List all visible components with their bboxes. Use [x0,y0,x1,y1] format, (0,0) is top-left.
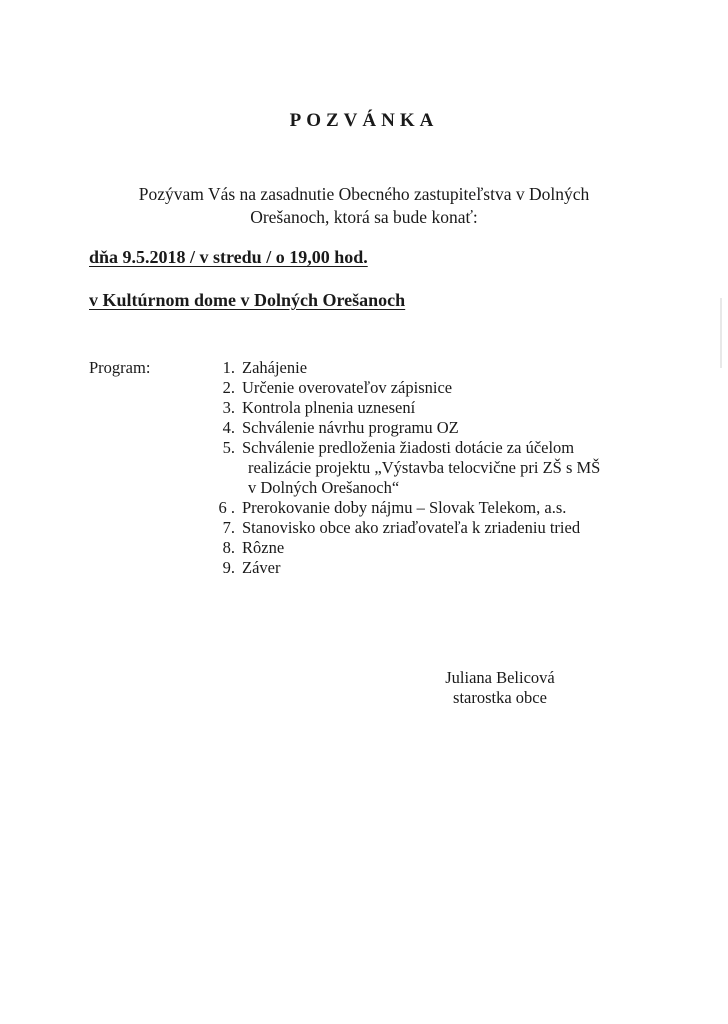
agenda-item-number: 5. [222,438,235,457]
agenda-item-text: Schválenie predloženia žiadosti dotácie za účelom [242,438,575,457]
agenda-item [212,498,662,518]
agenda-item [212,518,662,538]
agenda-item [212,438,662,498]
agenda-item-text: Zahájenie [242,358,308,377]
agenda-item-text: Záver [242,558,281,577]
intro-line-1: Pozývam Vás na zasadnutie Obecného zastupiteľstva v Dolných [138,184,590,204]
invitation-intro [80,183,648,229]
agenda-item-number: 1. [222,358,235,377]
agenda-item-number: 7. [222,518,235,537]
agenda-item-number: 4. [222,418,235,437]
agenda-item-number: 8. [222,538,235,557]
signatory-role: starostka obce [453,688,547,707]
agenda-item [212,538,662,558]
scan-edge-mark [720,298,722,368]
agenda-item-text: Prerokovanie doby nájmu – Slovak Telekom, a.s. [242,498,567,517]
agenda-item-number: 3. [222,398,235,417]
agenda-item-text: Kontrola plnenia uznesení [242,398,416,417]
document-title: POZVÁNKA [289,110,439,131]
agenda-item-continuation: realizácie projektu „Výstavba telocvične pri ZŠ s MŠ [248,458,601,477]
program-label: Program: [89,358,151,377]
meeting-place: v Kultúrnom dome v Dolných Orešanoch [89,290,406,310]
agenda-item-text-block [242,438,662,498]
signature-block [420,668,580,708]
agenda-item-text: Určenie overovateľov zápisnice [242,378,453,397]
signatory-name: Juliana Belicová [445,668,555,687]
agenda-item-number: 6 . [218,498,235,517]
agenda-item-text: Stanovisko obce ako zriaďovateľa k zriadeniu tried [242,518,581,537]
agenda-item-text: Rôzne [242,538,285,557]
agenda-item [212,398,662,418]
meeting-date: dňa 9.5.2018 / v stredu / o 19,00 hod. [89,247,368,267]
agenda-item-number: 2. [222,378,235,397]
agenda-item-text: Schválenie návrhu programu OZ [242,418,459,437]
agenda-list [212,358,662,578]
agenda-item-continuation: v Dolných Orešanoch“ [248,478,400,497]
agenda-item-number: 9. [222,558,235,577]
agenda-item [212,558,662,578]
agenda-item [212,418,662,438]
agenda-item [212,378,662,398]
intro-line-2: Orešanoch, ktorá sa bude konať: [250,207,478,227]
agenda-item [212,358,662,378]
